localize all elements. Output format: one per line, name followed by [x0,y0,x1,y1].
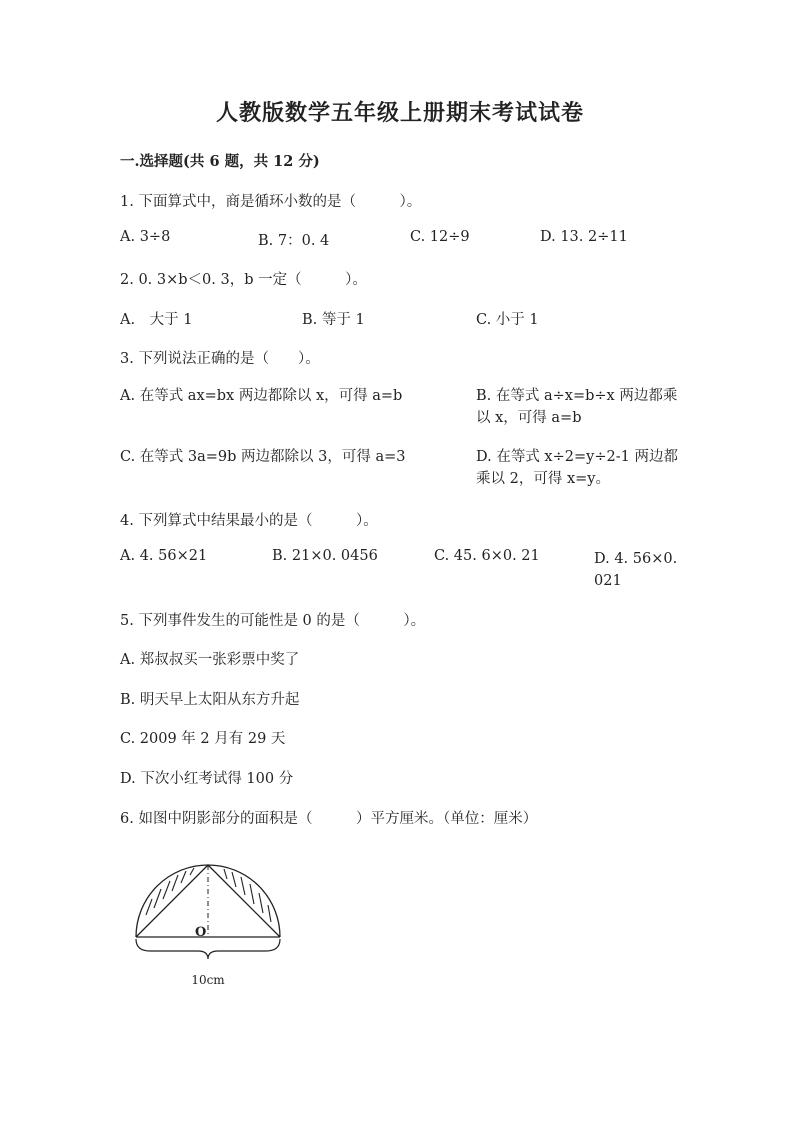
question-1-option-a: A. 3÷8 [120,229,171,245]
dimension-brace [136,939,280,959]
question-2-option-c: C. 小于 1 [476,312,539,328]
question-1-option-b: B. 7：0. 4 [258,233,330,249]
semicircle-figure [128,855,298,995]
question-3-option-b: B. 在等式 a÷x=b÷x 两边都乘以 x，可得 a=b [476,388,678,426]
question-5-option-d: D. 下次小红考试得 100 分 [120,771,294,787]
triangle-right-side [208,865,280,937]
question-5-option-b: B. 明天早上太阳从东方升起 [120,692,300,708]
question-2-option-b: B. 等于 1 [302,312,365,328]
question-4-option-d: D. 4. 56×0. 021 [594,551,678,589]
question-2-stem: 2. 0. 3×b＜0. 3，b 一定（ ）。 [120,272,367,288]
question-5-option-c: C. 2009 年 2 月有 29 天 [120,731,286,747]
question-4-stem: 4. 下列算式中结果最小的是（ ）。 [120,513,378,529]
question-5-option-a: A. 郑叔叔买一张彩票中奖了 [120,652,300,668]
question-5-stem: 5. 下列事件发生的可能性是 0 的是（ ）。 [120,613,426,629]
center-label: O [195,925,207,940]
question-4-option-a: A. 4. 56×21 [120,548,208,564]
question-6-stem: 6. 如图中阴影部分的面积是（ ）平方厘米。（单位：厘米） [120,811,538,827]
question-3-option-c: C. 在等式 3a=9b 两边都除以 3，可得 a=3 [120,449,406,465]
question-2-option-a: A. 大于 1 [120,312,193,328]
question-1-option-d: D. 13. 2÷11 [540,229,628,245]
dimension-label: 10cm [191,973,225,987]
question-3-stem: 3. 下列说法正确的是（ ）。 [120,351,320,367]
section-heading: 一.选择题(共 6 题，共 12 分) [120,153,320,170]
semicircle-diagram [128,855,298,995]
page-title: 人教版数学五年级上册期末考试试卷 [215,100,584,126]
question-3-option-a: A. 在等式 ax=bx 两边都除以 x，可得 a=b [120,388,403,404]
question-3-option-d: D. 在等式 x÷2=y÷2-1 两边都乘以 2，可得 x=y。 [476,449,678,487]
question-1-option-c: C. 12÷9 [410,229,470,245]
question-1-stem: 1. 下面算式中，商是循环小数的是（ ）。 [120,194,422,210]
question-4-option-b: B. 21×0. 0456 [272,548,378,564]
question-4-option-c: C. 45. 6×0. 21 [434,548,540,564]
